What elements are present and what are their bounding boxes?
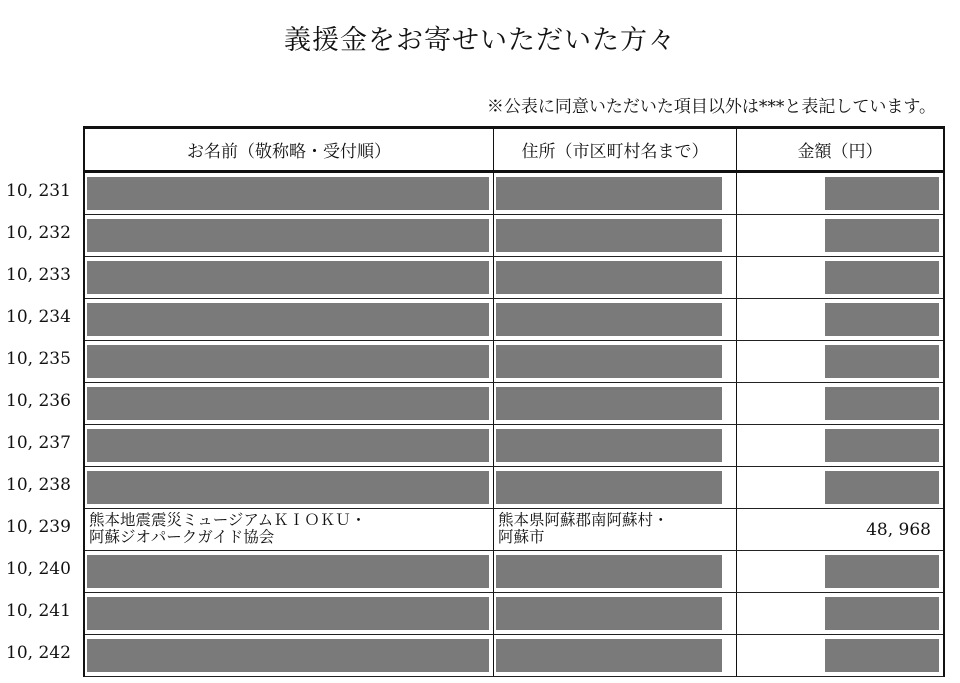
amount-cell [737, 593, 943, 634]
redaction-block [825, 471, 939, 504]
redaction-block [825, 219, 939, 252]
redaction-block [496, 177, 722, 210]
redaction-block [825, 429, 939, 462]
redaction-block [825, 303, 939, 336]
table-row [85, 425, 943, 467]
table-row [85, 299, 943, 341]
address-cell [494, 257, 737, 298]
table-row [85, 635, 943, 677]
address-cell [494, 467, 737, 508]
redaction-block [87, 639, 489, 672]
redaction-block [87, 345, 489, 378]
row-number: 10, 236 [6, 391, 71, 411]
name-cell [85, 341, 494, 382]
page-title: 義援金をお寄せいただいた方々 [284, 25, 676, 56]
header-address: 住所（市区町村名まで） [494, 129, 737, 170]
table-row [85, 257, 943, 299]
row-number: 10, 233 [6, 265, 71, 285]
name-cell [85, 635, 494, 676]
redaction-block [496, 345, 722, 378]
redaction-block [825, 597, 939, 630]
redaction-block [87, 219, 489, 252]
address-cell [494, 173, 737, 214]
address-cell [494, 509, 737, 550]
table-body [85, 173, 943, 677]
row-number: 10, 240 [6, 559, 71, 579]
row-number: 10, 242 [6, 643, 71, 663]
donor-table [83, 126, 945, 677]
redaction-note: ※公表に同意いただいた項目以外は***と表記しています。 [486, 97, 936, 117]
name-cell [85, 425, 494, 466]
amount-text: 48, 968 [866, 520, 931, 540]
row-number: 10, 234 [6, 307, 71, 327]
redaction-block [87, 555, 489, 588]
redaction-block [496, 471, 722, 504]
name-cell [85, 173, 494, 214]
redaction-block [496, 261, 722, 294]
amount-cell [737, 509, 943, 550]
redaction-block [87, 429, 489, 462]
amount-cell [737, 341, 943, 382]
redaction-block [496, 387, 722, 420]
redaction-block [825, 345, 939, 378]
redaction-block [825, 177, 939, 210]
address-cell [494, 383, 737, 424]
row-number: 10, 237 [6, 433, 71, 453]
redaction-block [825, 555, 939, 588]
row-number: 10, 239 [6, 517, 71, 537]
name-cell [85, 215, 494, 256]
amount-cell [737, 299, 943, 340]
table-row [85, 383, 943, 425]
address-line: 熊本県阿蘇郡南阿蘇村・ [498, 511, 669, 529]
redaction-block [496, 639, 722, 672]
table-row [85, 509, 943, 551]
name-cell [85, 509, 494, 550]
amount-cell [737, 383, 943, 424]
name-cell [85, 383, 494, 424]
table-row [85, 593, 943, 635]
amount-cell [737, 257, 943, 298]
address-cell [494, 425, 737, 466]
redaction-block [825, 261, 939, 294]
redaction-block [496, 597, 722, 630]
address-text [498, 512, 669, 546]
name-cell [85, 257, 494, 298]
table-row [85, 467, 943, 509]
address-cell [494, 593, 737, 634]
redaction-block [496, 429, 722, 462]
address-cell [494, 635, 737, 676]
redaction-block [87, 387, 489, 420]
amount-cell [737, 635, 943, 676]
redaction-block [496, 303, 722, 336]
address-line: 阿蘇市 [498, 528, 545, 546]
address-cell [494, 341, 737, 382]
amount-cell [737, 215, 943, 256]
table-row [85, 341, 943, 383]
row-number: 10, 231 [6, 181, 71, 201]
redaction-block [496, 219, 722, 252]
redaction-block [496, 555, 722, 588]
redaction-block [87, 177, 489, 210]
redaction-block [87, 471, 489, 504]
row-number-column [0, 170, 78, 674]
name-line: 阿蘇ジオパークガイド協会 [89, 528, 275, 546]
amount-cell [737, 551, 943, 592]
redaction-block [825, 639, 939, 672]
name-line: 熊本地震震災ミュージアムＫＩＯＫＵ・ [89, 511, 367, 529]
name-cell [85, 593, 494, 634]
redaction-block [825, 387, 939, 420]
address-cell [494, 299, 737, 340]
table-header-row [85, 129, 943, 173]
name-cell [85, 299, 494, 340]
row-number: 10, 241 [6, 601, 71, 621]
amount-cell [737, 467, 943, 508]
table-row [85, 215, 943, 257]
name-cell [85, 467, 494, 508]
address-cell [494, 551, 737, 592]
row-number: 10, 232 [6, 223, 71, 243]
address-cell [494, 215, 737, 256]
amount-cell [737, 425, 943, 466]
table-row [85, 173, 943, 215]
name-text [89, 512, 366, 546]
header-amount: 金額（円） [797, 142, 883, 162]
row-number: 10, 238 [6, 475, 71, 495]
redaction-block [87, 261, 489, 294]
redaction-block [87, 303, 489, 336]
row-number: 10, 235 [6, 349, 71, 369]
name-cell [85, 551, 494, 592]
header-name: お名前（敬称略・受付順） [85, 129, 494, 170]
amount-cell [737, 173, 943, 214]
redaction-block [87, 597, 489, 630]
table-row [85, 551, 943, 593]
